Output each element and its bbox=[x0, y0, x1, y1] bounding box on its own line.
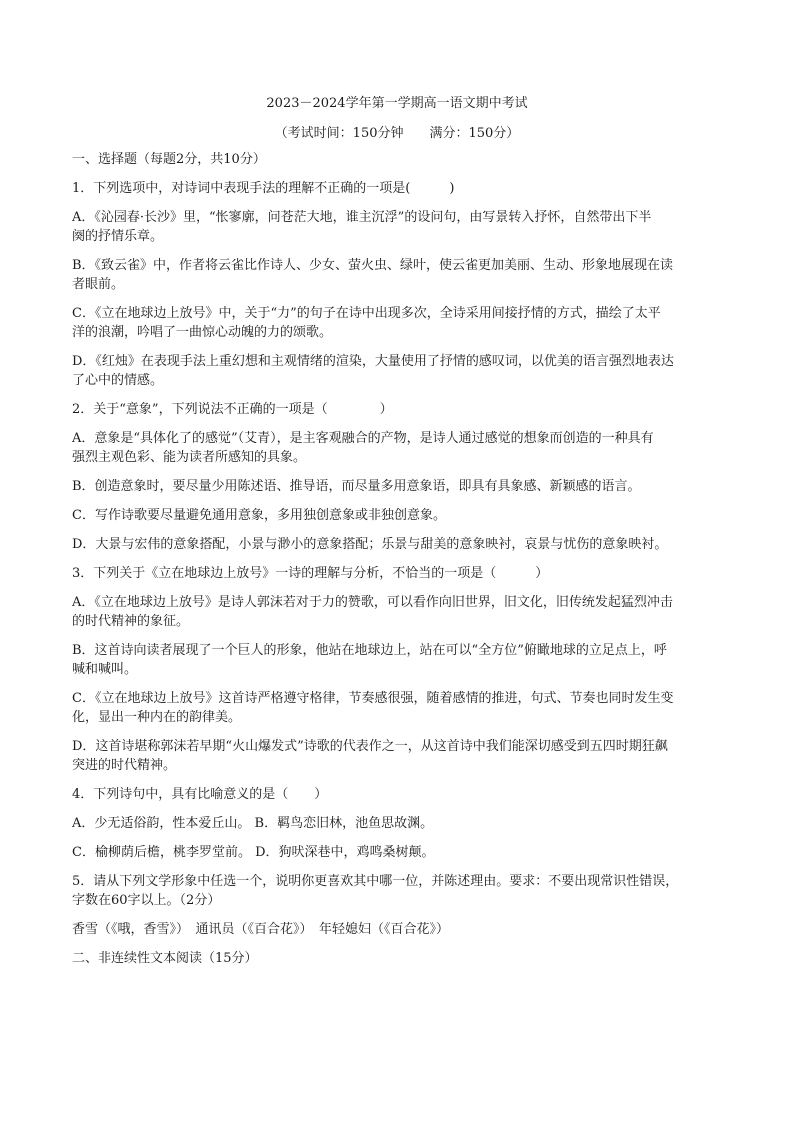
question-2-option-b: B．创造意象时，要尽量少用陈述语、推导语，而尽量多用意象语，即具有具象感、新颖感的语言。 bbox=[72, 479, 641, 494]
section-heading-reading: 二、非连续性文本阅读（15分） bbox=[72, 951, 258, 966]
question-3-option-b-line-2: 喊和喊叫。 bbox=[72, 662, 138, 677]
question-1-option-c bbox=[72, 304, 722, 342]
question-2-stem: 2．关于“意象”，下列说法不正确的一项是（ ） bbox=[72, 402, 393, 417]
question-5-character-list: 香雪（《哦，香雪》） 通讯员（《百合花》） 年轻媳妇（《百合花》） bbox=[72, 922, 450, 937]
question-3-stem: 3．下列关于《立在地球边上放号》一诗的理解与分析，不恰当的一项是（ ） bbox=[72, 566, 549, 581]
question-1-option-b-line-1: B．《致云雀》中，作者将云雀比作诗人、少女、萤火虫、绿叶，使云雀更加美丽、生动、形象地展现在读 bbox=[72, 258, 674, 273]
question-3-option-a-line-2: 的时代精神的象征。 bbox=[72, 614, 190, 629]
question-5-stem-line-2: 字数在60字以上。（2分） bbox=[72, 893, 221, 908]
question-3-option-c-line-2: 化，显出一种内在的韵律美。 bbox=[72, 710, 242, 725]
question-1-option-a bbox=[72, 208, 722, 246]
question-1-stem: 1．下列选项中，对诗词中表现手法的理解不正确的一项是( ) bbox=[72, 181, 455, 196]
question-5-stem-line-1: 5．请从下列文学形象中任选一个，说明你更喜欢其中哪一位，并陈述理由。要求：不要出现常识性错误， bbox=[72, 874, 679, 889]
question-1-option-a-line-2: 阕的抒情乐章。 bbox=[72, 229, 164, 244]
question-3-option-d-line-1: D．这首诗堪称郭沫若早期“火山爆发式”诗歌的代表作之一，从这首诗中我们能深切感受到五四时期狂飙 bbox=[72, 739, 668, 754]
question-1-option-a-line-1: A．《沁园春·长沙》里，“怅寥廓，问苍茫大地，谁主沉浮”的设问句，由写景转入抒怀，自然带出下半 bbox=[72, 210, 652, 225]
page-title: 2023－2024学年第一学期高一语文期中考试 bbox=[266, 96, 528, 111]
question-3-option-c bbox=[72, 689, 722, 727]
question-2-option-c: C．写作诗歌要尽量避免通用意象，多用独创意象或非独创意象。 bbox=[72, 508, 446, 523]
question-5-stem bbox=[72, 872, 722, 910]
question-1-option-b-line-2: 者眼前。 bbox=[72, 277, 125, 292]
question-3-option-d bbox=[72, 737, 722, 775]
question-4-options-cd: C．榆柳荫后檐，桃李罗堂前。 D．狗吠深巷中，鸡鸣桑树颠。 bbox=[72, 845, 435, 860]
question-1-option-c-line-2: 洋的浪潮，吟唱了一曲惊心动魄的力的颂歌。 bbox=[72, 325, 333, 340]
question-2-option-a bbox=[72, 429, 722, 467]
question-2-option-d: D．大景与宏伟的意象搭配，小景与渺小的意象搭配；乐景与甜美的意象映衬，哀景与忧伤的意象映衬。 bbox=[72, 537, 668, 552]
question-3-option-b bbox=[72, 641, 722, 679]
question-2-option-a-line-2: 强烈主观色彩、能为读者所感知的具象。 bbox=[72, 450, 307, 465]
question-3-option-a bbox=[72, 593, 722, 631]
question-3-option-a-line-1: A．《立在地球边上放号》是诗人郭沫若对于力的赞歌，可以看作向旧世界，旧文化，旧传统发起猛烈冲击 bbox=[72, 595, 673, 610]
question-1-option-d-line-2: 了心中的情感。 bbox=[72, 373, 164, 388]
question-1-option-c-line-1: C．《立在地球边上放号》中，关于“力”的句子在诗中出现多次，全诗采用间接抒情的方式，描绘了太平 bbox=[72, 306, 661, 321]
question-4-stem: 4．下列诗句中，具有比喻意义的是（ ） bbox=[72, 787, 328, 802]
exam-page bbox=[72, 94, 722, 968]
question-1-option-d bbox=[72, 352, 722, 390]
exam-info: （考试时间：150分钟 满分：150分） bbox=[274, 126, 520, 141]
question-4-options-ab: A．少无适俗韵，性本爱丘山。 B．羁鸟恋旧林，池鱼思故渊。 bbox=[72, 816, 434, 831]
question-3-option-b-line-1: B．这首诗向读者展现了一个巨人的形象，他站在地球边上，站在可以“全方位”俯瞰地球的立足点上，呼 bbox=[72, 643, 667, 658]
question-3-option-d-line-2: 突进的时代精神。 bbox=[72, 758, 177, 773]
question-1-option-b bbox=[72, 256, 722, 294]
question-1-option-d-line-1: D．《红烛》在表现手法上重幻想和主观情绪的渲染，大量使用了抒情的感叹词，以优美的语言强烈地表达 bbox=[72, 354, 674, 369]
question-2-option-a-line-1: A．意象是“具体化了的感觉”（艾青），是主客观融合的产物，是诗人通过感觉的想象而创造的一种具有 bbox=[72, 431, 654, 446]
section-heading-choice: 一、选择题（每题2分，共10分） bbox=[72, 152, 266, 167]
question-3-option-c-line-1: C．《立在地球边上放号》这首诗严格遵守格律，节奏感很强，随着感情的推进，句式、节奏也同时发生变 bbox=[72, 691, 674, 706]
